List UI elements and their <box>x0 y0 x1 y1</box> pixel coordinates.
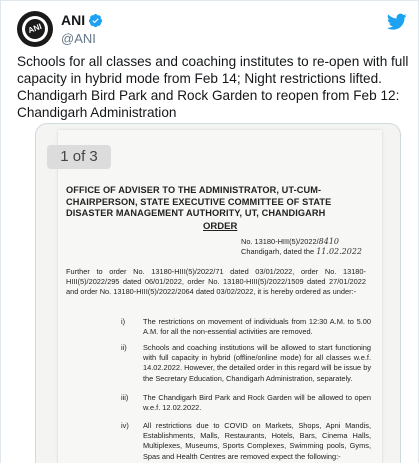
order-paragraph: Further to order No. 13180-HIII(5)/2022/71 dated 03/01/2022, order No. 13180-HIII(5)/2022/295 dated 06/01/2022, order No. 13180-HIII(5)/2022/1509 dated 27/01/2022 and order No. 13180-HIII(5)/2022/2064 dated 03/02/2022, it is hereby ordered as under:- <box>66 267 366 297</box>
item-number: iii) <box>121 393 129 402</box>
item-number: i) <box>121 317 126 326</box>
account-handle[interactable]: @ANI <box>61 31 96 46</box>
item-text: The Chandigarh Bird Park and Rock Garden will be allowed to open w.e.f. 12.02.2022. <box>143 393 371 413</box>
display-name[interactable]: ANI <box>61 12 86 28</box>
avatar[interactable] <box>17 11 53 47</box>
page-indicator: 1 of 3 <box>47 145 111 169</box>
item-number: ii) <box>121 343 127 352</box>
order-number-block <box>241 237 362 257</box>
item-text: Schools and coaching institutions will be allowed to start functioning with full capacity in hybrid (offline/online mode) for all classes w.e.f. 14.02.2022. However, the detailed order in this regard will be issue by the Secretary Education, Chandigarh Administration, separately. <box>143 343 372 383</box>
order-number-line <box>241 237 362 247</box>
avatar-ring <box>22 16 48 42</box>
tweet-text: Schools for all classes and coaching institutes to re-open with full capacity in hybrid mode from Feb 14; Night restrictions lifted. Chandigarh Bird Park and Rock Garden to reopen from Feb 12: Chandigarh Administration <box>17 54 409 120</box>
avatar-logo-text: ANI <box>22 16 48 42</box>
order-date-line <box>241 247 362 257</box>
item-text: All restrictions due to COVID on Markets, Shops, Apni Mandis, Establishments, Malls, Restaurants, Hotels, Bars, Cinema Halls, Multiplexes, Museums, Sports Complexes, Swimming pools, Gyms, Spas and Health Centres are removed expect the following:- <box>143 421 371 461</box>
display-name-row <box>61 12 103 29</box>
order-title: ORDER <box>203 221 238 232</box>
office-heading: OFFICE OF ADVISER TO THE ADMINISTRATOR, UT-CUM-CHAIRPERSON, STATE EXECUTIVE COMMITTEE OF STATE DISASTER MANAGEMENT AUTHORITY, UT, CHANDIGARH <box>66 185 332 218</box>
item-number: iv) <box>121 421 129 430</box>
account-names <box>61 12 103 47</box>
order-date-handwritten: 11.02.2022 <box>316 247 363 256</box>
verified-badge-icon <box>88 13 103 28</box>
order-dated-label: Chandigarh, dated the <box>241 247 315 256</box>
twitter-bird-icon[interactable] <box>387 13 407 31</box>
item-text: The restrictions on movement of individuals from 12:30 A.M. to 5.00 A.M. for all the non-essential activities are removed. <box>143 317 371 337</box>
order-number-handwritten: 8410 <box>318 237 340 246</box>
order-number: No. 13180-HIII(5)/2022/ <box>241 237 319 246</box>
tweet-header <box>17 11 407 51</box>
